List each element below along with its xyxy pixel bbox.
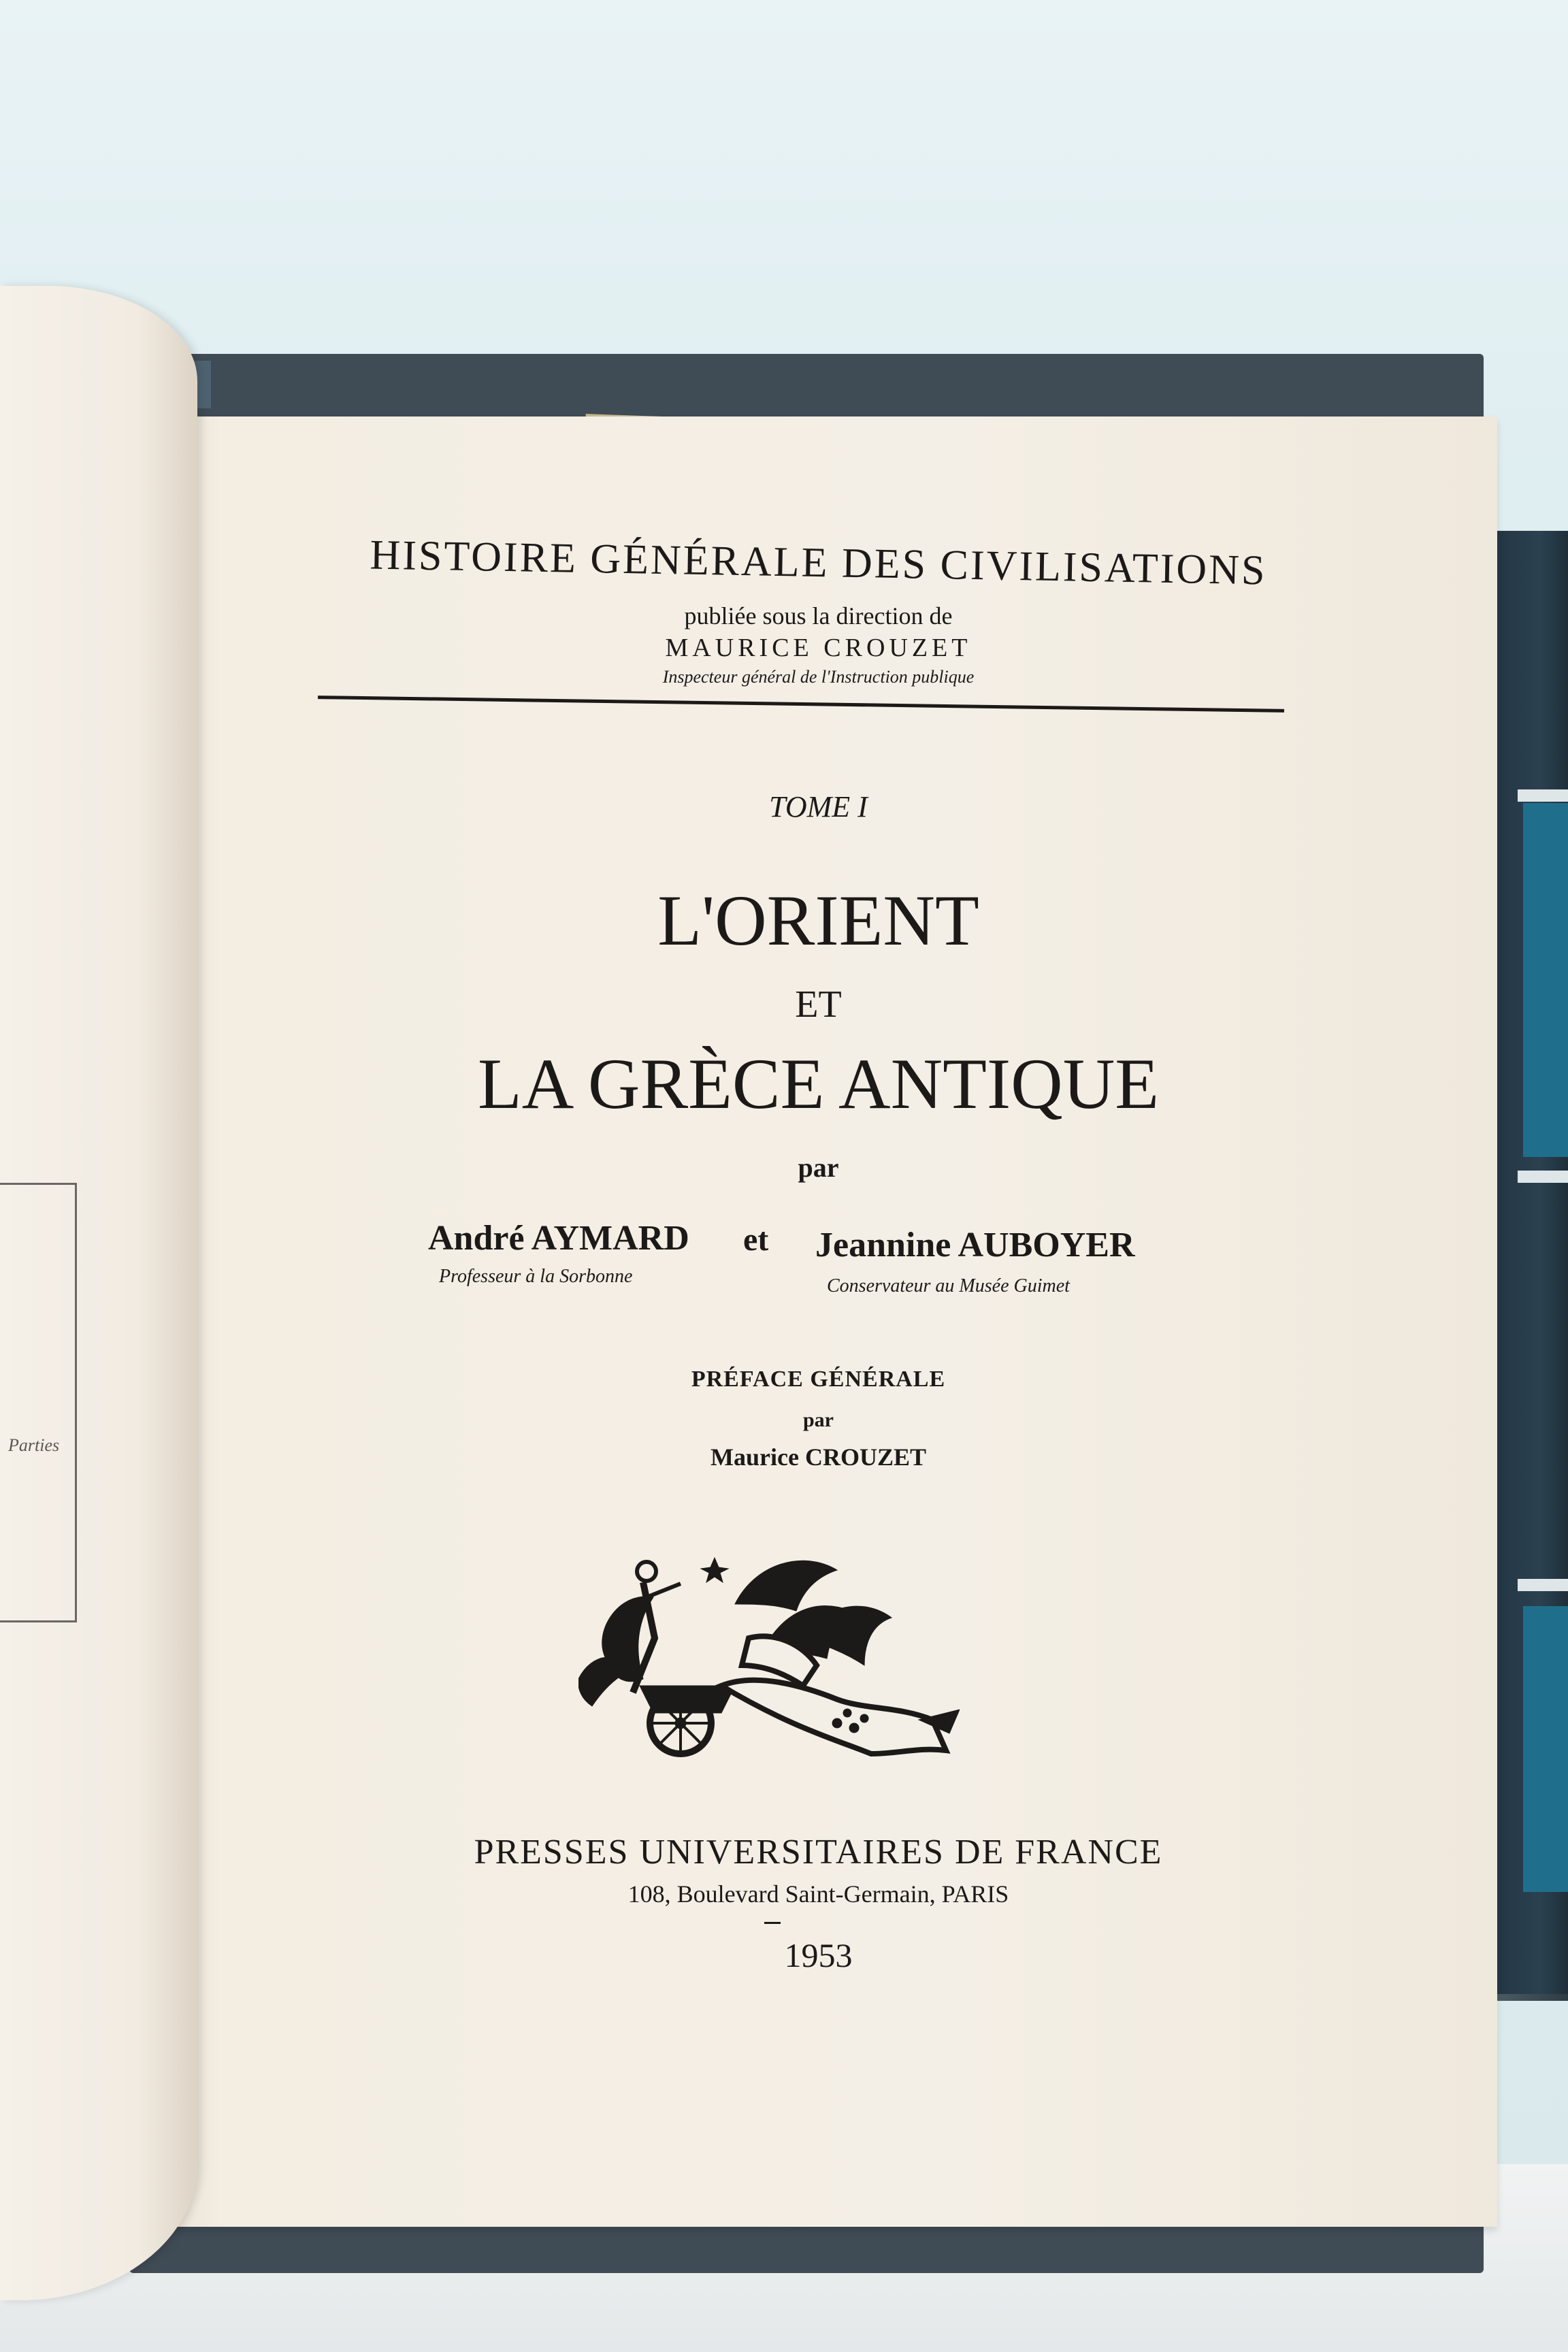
- series-title: HISTOIRE GÉNÉRALE DES CIVILISATIONS: [370, 532, 1267, 594]
- author-conjunction: et: [743, 1222, 769, 1258]
- tome-number: TOME I: [769, 790, 868, 823]
- spine-band: [1518, 1171, 1568, 1183]
- preface-par: par: [803, 1409, 834, 1431]
- facing-page-frame: [0, 1183, 77, 1622]
- publisher-name: PRESSES UNIVERSITAIRES DE FRANCE: [474, 1833, 1163, 1872]
- author1-name: André AYMARD: [428, 1219, 689, 1258]
- book-title-line1: L'ORIENT: [657, 881, 979, 960]
- book-title-line3: LA GRÈCE ANTIQUE: [477, 1044, 1160, 1124]
- author2-role: Conservateur au Musée Guimet: [827, 1275, 1070, 1296]
- spine-label-stripe: [1523, 1606, 1568, 1892]
- header-rule: [318, 696, 1284, 713]
- year-divider: [764, 1922, 781, 1924]
- publisher-address: 108, Boulevard Saint-Germain, PARIS: [627, 1880, 1009, 1908]
- facing-page-fragment: Parties: [8, 1435, 60, 1455]
- series-director: MAURICE CROUZET: [665, 634, 972, 662]
- facing-page: [0, 286, 197, 2300]
- series-publiee: publiée sous la direction de: [684, 602, 953, 630]
- spine-band: [1518, 1579, 1568, 1591]
- chariot-with-horses-emblem: [578, 1550, 960, 1774]
- author1-role: Professeur à la Sorbonne: [439, 1266, 633, 1287]
- author2-name: Jeannine AUBOYER: [815, 1226, 1135, 1264]
- spine-band: [1518, 789, 1568, 802]
- publication-year: 1953: [784, 1936, 853, 1974]
- preface-heading: PRÉFACE GÉNÉRALE: [691, 1367, 946, 1392]
- preface-author: Maurice CROUZET: [710, 1443, 926, 1471]
- title-page: [140, 416, 1497, 2227]
- authors-par: par: [798, 1152, 839, 1183]
- series-director-role: Inspecteur général de l'Instruction publique: [662, 667, 975, 687]
- book-title-line2: ET: [795, 983, 842, 1026]
- spine-label-stripe: [1523, 803, 1568, 1157]
